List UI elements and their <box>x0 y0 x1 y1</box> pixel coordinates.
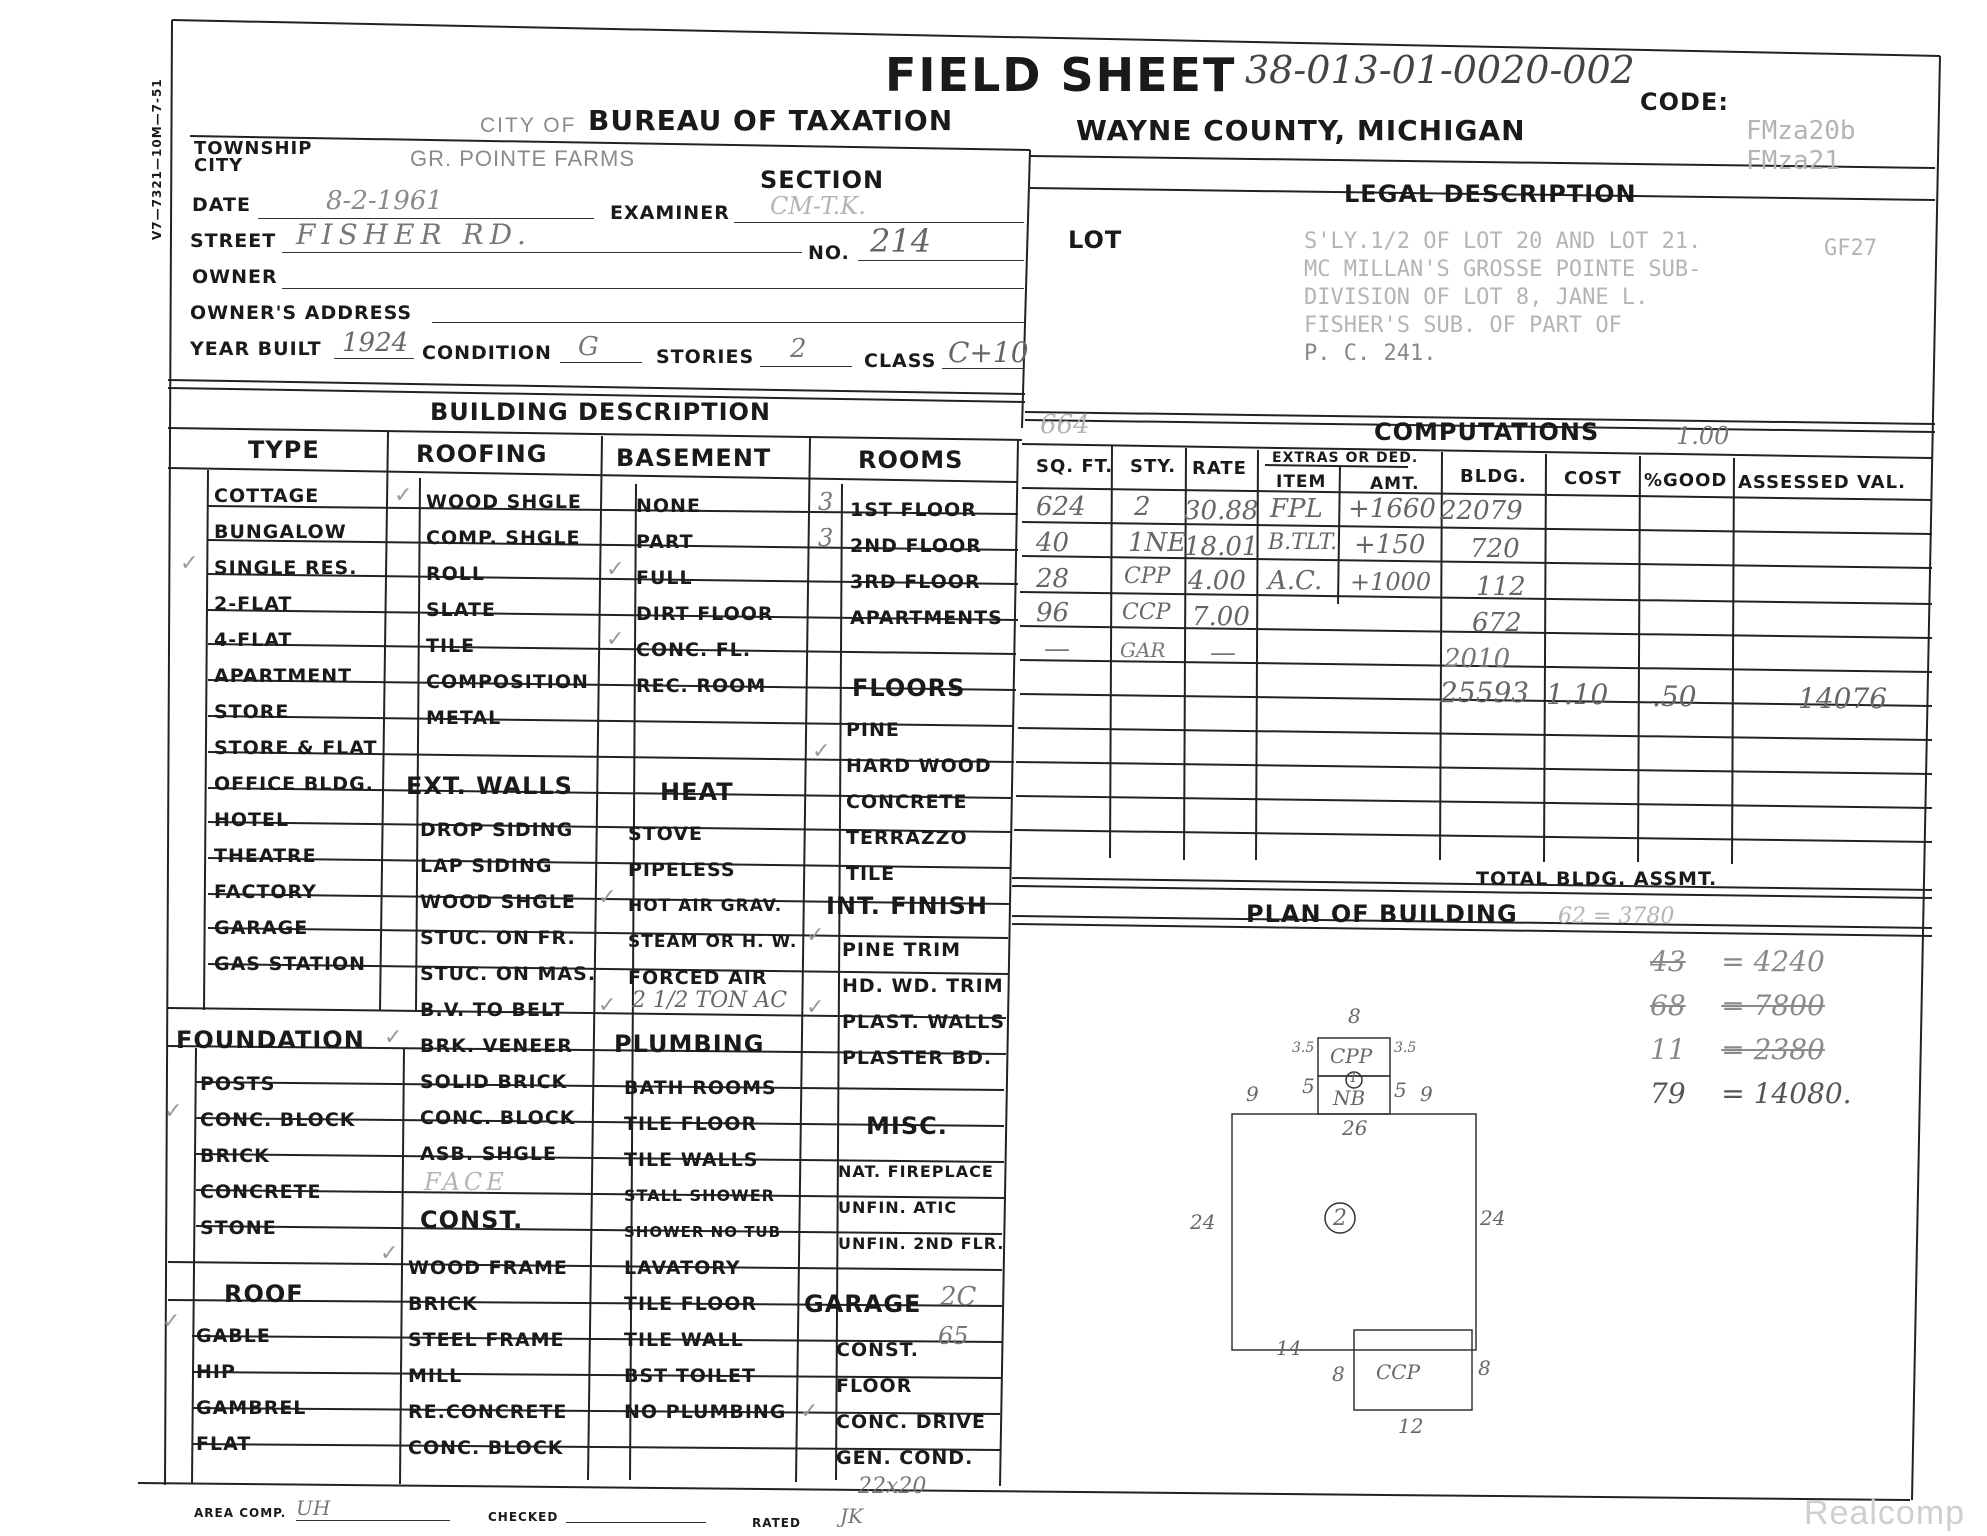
foundation-item: POSTS <box>200 1073 276 1095</box>
plumbing-item: TILE WALLS <box>624 1149 759 1171</box>
lot-label: LOT <box>1068 226 1123 254</box>
col-header-cost: COST <box>1564 468 1622 489</box>
legal-description-text: S'LY.1/2 OF LOT 20 AND LOT 21. MC MILLAN'S GROSSE POINTE SUB- DIVISION OF LOT 8, JANE L. FISHER'S SUB. OF PART OF P. C. 241. <box>1304 229 1702 366</box>
heat-item: HOT AIR GRAV. <box>628 896 783 916</box>
const-item: CONC. BLOCK <box>408 1437 564 1459</box>
computations-factor: 1.00 <box>1676 422 1730 450</box>
rooms-counts: 3 3 <box>818 488 834 552</box>
realcomp-watermark: Realcomp <box>1804 1494 1966 1532</box>
basement-item: NONE <box>636 495 701 517</box>
type-item: 4-FLAT <box>214 629 293 651</box>
type-item: FACTORY <box>214 881 317 903</box>
rooms-item: APARTMENTS <box>850 607 1003 629</box>
form-number: V7—7321—10M—7-51 <box>150 78 164 240</box>
type-item: OFFICE BLDG. <box>214 773 374 795</box>
heat-item: FORCED AIR <box>628 967 768 989</box>
col-header-assessed: ASSESSED VAL. <box>1738 472 1906 493</box>
int-finish-item: HD. WD. TRIM <box>842 975 1004 997</box>
heat-item: STOVE <box>628 823 703 845</box>
area-comp-value: UH <box>296 1496 331 1520</box>
ext-walls-item: LAP SIDING <box>420 855 553 877</box>
plumbing-item: SHOWER NO TUB <box>624 1223 782 1241</box>
col-header-amt: AMT. <box>1370 474 1420 494</box>
plumbing-item: TILE WALL <box>624 1329 744 1351</box>
ext-walls-header: EXT. WALLS <box>406 772 573 800</box>
roof-item: HIP <box>196 1361 236 1383</box>
roofing-header: ROOFING <box>416 440 548 468</box>
type-item: 2-FLAT <box>214 593 293 615</box>
bureau-title: BUREAU OF TAXATION <box>588 104 954 137</box>
int-finish-header: INT. FINISH <box>826 892 988 920</box>
ext-walls-item: B.V. TO BELT <box>420 999 565 1021</box>
year-built-label: YEAR BUILT <box>190 338 322 360</box>
rooms-item: 3RD FLOOR <box>850 571 981 593</box>
plan-calc-row: 43 = 4240 <box>1650 945 1825 978</box>
plumbing-item: BST TOILET <box>624 1365 756 1387</box>
garage-item: CONST. <box>836 1339 919 1361</box>
code-value-1: FMza20b <box>1746 116 1856 146</box>
const-item: RE.CONCRETE <box>408 1401 568 1423</box>
examiner-field[interactable]: CM-T.K. <box>770 192 866 220</box>
plumbing-item: TILE FLOOR <box>624 1293 758 1315</box>
roof-header: ROOF <box>224 1280 304 1308</box>
page-title: FIELD SHEET <box>885 48 1237 102</box>
type-item: STORE <box>214 701 290 723</box>
county-title: WAYNE COUNTY, MICHIGAN <box>1076 114 1526 147</box>
date-field[interactable]: 8-2-1961 <box>326 186 443 216</box>
city-of-label: CITY OF <box>480 114 577 137</box>
garage-item: FLOOR <box>836 1375 913 1397</box>
floors-item: PINE <box>846 719 900 741</box>
type-header: TYPE <box>248 436 320 464</box>
date-label: DATE <box>192 194 251 216</box>
type-item: HOTEL <box>214 809 290 831</box>
floors-item: TERRAZZO <box>846 827 968 849</box>
ext-walls-item: WOOD SHGLE <box>420 891 576 913</box>
type-item: GARAGE <box>214 917 309 939</box>
code-value-2: FMza21 <box>1746 146 1840 176</box>
examiner-label: EXAMINER <box>610 202 730 224</box>
class-label: CLASS <box>864 350 937 372</box>
garage-item: CONC. DRIVE <box>836 1411 986 1433</box>
ext-walls-item: STUC. ON MAS. <box>420 963 597 985</box>
main-house-outline <box>1232 1114 1476 1350</box>
int-finish-item: PLASTER BD. <box>842 1047 993 1069</box>
col-header-extras: EXTRAS OR DED. <box>1272 450 1419 466</box>
heat-item: STEAM OR H. W. <box>628 932 798 952</box>
type-item: THEATRE <box>214 845 317 867</box>
plumbing-item: BATH ROOMS <box>624 1077 777 1099</box>
stories-field[interactable]: 2 <box>790 334 807 364</box>
plumbing-item: NO PLUMBING <box>624 1401 787 1423</box>
floors-item: CONCRETE <box>846 791 968 813</box>
foundation-item: STONE <box>200 1217 277 1239</box>
year-built-field[interactable]: 1924 <box>342 328 409 358</box>
plumbing-header: PLUMBING <box>614 1030 765 1058</box>
roofing-item: TILE <box>426 635 476 657</box>
roof-item: GABLE <box>196 1325 271 1347</box>
area-comp-label: AREA COMP. <box>194 1506 287 1520</box>
rooms-item: 2ND FLOOR <box>850 535 982 557</box>
const-item: MILL <box>408 1365 463 1387</box>
owner-label: OWNER <box>192 266 278 288</box>
garage-value: 2C <box>940 1282 977 1312</box>
const-item: STEEL FRAME <box>408 1329 565 1351</box>
basement-item: PART <box>636 531 694 553</box>
legal-code: GF27 <box>1824 236 1877 261</box>
garage-item: GEN. COND. <box>836 1447 974 1469</box>
rated-label: RATED <box>752 1516 801 1530</box>
const-item: BRICK <box>408 1293 478 1315</box>
foundation-item: BRICK <box>200 1145 270 1167</box>
plan-calc-row: 11 = 2380 <box>1650 1033 1825 1066</box>
garage-size: 22x20 <box>858 1474 927 1499</box>
plumbing-item: TILE FLOOR <box>624 1113 758 1135</box>
rooms-item: 1ST FLOOR <box>850 499 977 521</box>
ext-walls-item: SOLID BRICK <box>420 1071 568 1093</box>
roofing-item: METAL <box>426 707 502 729</box>
plumbing-item: STALL SHOWER <box>624 1186 775 1205</box>
type-item: COTTAGE <box>214 485 320 507</box>
plumbing-item: LAVATORY <box>624 1257 741 1279</box>
basement-item: REC. ROOM <box>636 675 767 697</box>
type-item: BUNGALOW <box>214 521 347 543</box>
col-header-bldg: BLDG. <box>1460 466 1527 487</box>
misc-header: MISC. <box>866 1112 948 1140</box>
ext-walls-item: DROP SIDING <box>420 819 574 841</box>
roof-item: GAMBREL <box>196 1397 307 1419</box>
section-label: SECTION <box>760 166 885 194</box>
roofing-item: SLATE <box>426 599 496 621</box>
type-item: APARTMENT <box>214 665 353 687</box>
roofing-item: ROLL <box>426 563 485 585</box>
stories-label: STORIES <box>656 346 755 368</box>
basement-item: FULL <box>636 567 693 589</box>
heat-header: HEAT <box>660 778 734 806</box>
floors-item: HARD WOOD <box>846 755 992 777</box>
no-field[interactable]: 214 <box>870 222 932 260</box>
col-header-sty: STY. <box>1130 456 1177 477</box>
computations-margin-note: 664 <box>1040 410 1090 440</box>
type-item: GAS STATION <box>214 953 367 975</box>
class-field[interactable]: C+10 <box>948 336 1029 369</box>
heat-note: 2 1/2 TON AC <box>632 988 788 1013</box>
int-finish-item: PINE TRIM <box>842 939 962 961</box>
township-city-value: GR. POINTE FARMS <box>410 146 636 171</box>
col-header-rate: RATE <box>1192 458 1247 479</box>
checked-label: CHECKED <box>488 1510 559 1524</box>
ext-walls-face: FACE <box>424 1168 508 1196</box>
basement-item: DIRT FLOOR <box>636 603 774 625</box>
roofing-item: WOOD SHGLE <box>426 491 582 513</box>
rooms-header: ROOMS <box>858 446 964 474</box>
total-bldg-assmt-label: TOTAL BLDG. ASSMT. <box>1476 868 1718 890</box>
heat-item: PIPELESS <box>628 859 736 881</box>
computations-label: COMPUTATIONS <box>1374 418 1600 446</box>
col-header-sqft: SQ. FT. <box>1036 456 1114 477</box>
roofing-item: COMPOSITION <box>426 671 589 693</box>
condition-label: CONDITION <box>422 342 552 364</box>
roof-item: FLAT <box>196 1433 252 1455</box>
floors-header: FLOORS <box>852 674 966 702</box>
misc-item: NAT. FIREPLACE <box>838 1162 994 1181</box>
const-item: WOOD FRAME <box>408 1257 568 1279</box>
type-item: STORE & FLAT <box>214 737 378 759</box>
floors-item: TILE <box>846 863 896 885</box>
type-item: SINGLE RES. <box>214 557 358 579</box>
const-header: CONST. <box>420 1206 524 1234</box>
street-field[interactable]: FISHER RD. <box>296 218 532 251</box>
misc-item: UNFIN. 2ND FLR. <box>838 1234 1005 1253</box>
basement-item: CONC. FL. <box>636 639 752 661</box>
ext-walls-item: CONC. BLOCK <box>420 1107 576 1129</box>
plan-of-building-label: PLAN OF BUILDING <box>1246 900 1518 928</box>
ext-walls-item: BRK. VENEER <box>420 1035 573 1057</box>
foundation-item: CONCRETE <box>200 1181 322 1203</box>
condition-field[interactable]: G <box>578 332 599 362</box>
foundation-header: FOUNDATION <box>176 1026 365 1054</box>
basement-header: BASEMENT <box>616 444 772 472</box>
rated-value: JK <box>840 1504 863 1528</box>
ext-walls-item: ASB. SHGLE <box>420 1143 557 1165</box>
owner-address-label: OWNER'S ADDRESS <box>190 302 413 324</box>
ext-walls-item: STUC. ON FR. <box>420 927 576 949</box>
street-label: STREET <box>190 230 277 252</box>
plan-calc-row: 68 = 7800 <box>1650 989 1825 1022</box>
building-description-label: BUILDING DESCRIPTION <box>430 398 771 426</box>
parcel-number: 38-013-01-0020-002 <box>1245 48 1635 92</box>
garage-const-value: 65 <box>938 1322 969 1350</box>
foundation-item: CONC. BLOCK <box>200 1109 356 1131</box>
misc-item: UNFIN. ATIC <box>838 1198 958 1217</box>
township-city-label: TOWNSHIP CITY <box>194 138 313 176</box>
col-header-good: %GOOD <box>1644 470 1728 491</box>
roofing-item: COMP. SHGLE <box>426 527 581 549</box>
plan-calc-header: 62 = 3780 <box>1558 904 1675 929</box>
no-label: NO. <box>808 242 850 264</box>
code-label: CODE: <box>1640 88 1729 116</box>
legal-description-label: LEGAL DESCRIPTION <box>1344 180 1637 208</box>
plan-calc-row: 79 = 14080. <box>1650 1077 1852 1110</box>
garage-header: GARAGE <box>804 1290 922 1318</box>
int-finish-item: PLAST. WALLS <box>842 1011 1006 1033</box>
col-header-item: ITEM <box>1276 472 1327 492</box>
